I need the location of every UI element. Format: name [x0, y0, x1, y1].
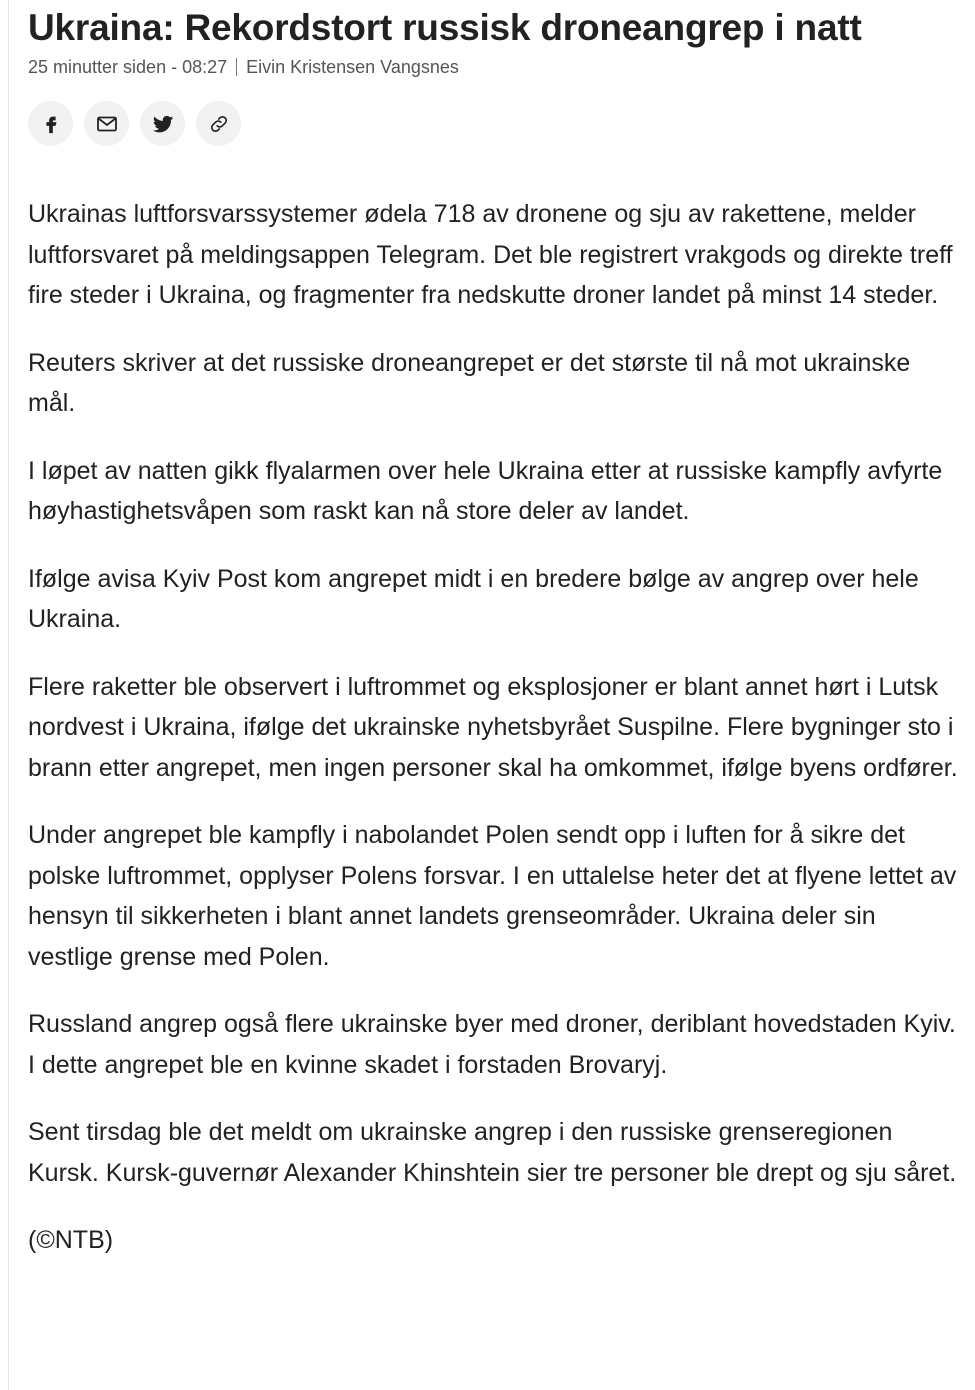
- article-paragraph: Sent tirsdag ble det meldt om ukrainske angrep i den russiske grenseregionen Kursk. Kursk-guvernør Alexander Khinshtein sier tre personer ble drept og sju såret.: [28, 1118, 957, 1187]
- article-credit: (©NTB): [28, 1226, 114, 1254]
- publish-time: 25 minutter siden - 08:27: [28, 57, 228, 77]
- facebook-icon: [40, 113, 62, 135]
- share-twitter-button[interactable]: [140, 101, 185, 146]
- article-body: [28, 190, 958, 1261]
- share-link-button[interactable]: [196, 101, 241, 146]
- article-paragraph: Ifølge avisa Kyiv Post kom angrepet midt i en bredere bølge av angrep over hele Ukraina.: [28, 564, 919, 633]
- article-paragraph: Reuters skriver at det russiske droneangrepet er det største til nå mot ukrainske mål.: [28, 348, 911, 417]
- share-mail-button[interactable]: [84, 101, 129, 146]
- author-name: Eivin Kristensen Vangsnes: [246, 57, 459, 77]
- twitter-icon: [151, 112, 175, 136]
- article-paragraph: I løpet av natten gikk flyalarmen over hele Ukraina etter at russiske kampfly avfyrte høyhastighetsvåpen som raskt kan nå store deler av landet.: [28, 456, 943, 525]
- article-paragraph: Under angrepet ble kampfly i nabolandet Polen sendt opp i luften for å sikre det polske luftrommet, opplyser Polens forsvar. I en uttalelse heter det at flyene lettet av hensyn til sikkerheten i blant annet landets grenseområder. Ukraina deler sin vestlige grense med Polen.: [28, 821, 957, 971]
- article-meta: [28, 56, 958, 78]
- article-paragraph: Russland angrep også flere ukrainske byer med droner, deriblant hovedstaden Kyiv. I dette angrepet ble en kvinne skadet i forstaden Brovaryj.: [28, 1010, 956, 1079]
- article-paragraph: Ukrainas luftforsvarssystemer ødela 718 av dronene og sju av rakettene, melder luftforsvaret på meldingsappen Telegram. Det ble registrert vrakgods og direkte treff fire steder i Ukraina, og fragmenter fra nedskutte droner landet på minst 14 steder.: [28, 200, 953, 309]
- link-icon: [208, 113, 230, 135]
- mail-icon: [95, 112, 119, 136]
- article-paragraph: Flere raketter ble observert i luftrommet og eksplosjoner er blant annet hørt i Lutsk nordvest i Ukraina, ifølge det ukrainske nyhetsbyrået Suspilne. Flere bygninger sto i brann etter angrepet, men ingen personer skal ha omkommet, ifølge byens ordfører.: [28, 672, 958, 782]
- page-left-border: [8, 0, 9, 1390]
- share-facebook-button[interactable]: [28, 101, 73, 146]
- meta-divider: [236, 58, 237, 76]
- share-bar: [28, 101, 958, 146]
- article-headline: Ukraina: Rekordstort russisk droneangrep i natt: [28, 7, 862, 48]
- news-article: [28, 0, 958, 1288]
